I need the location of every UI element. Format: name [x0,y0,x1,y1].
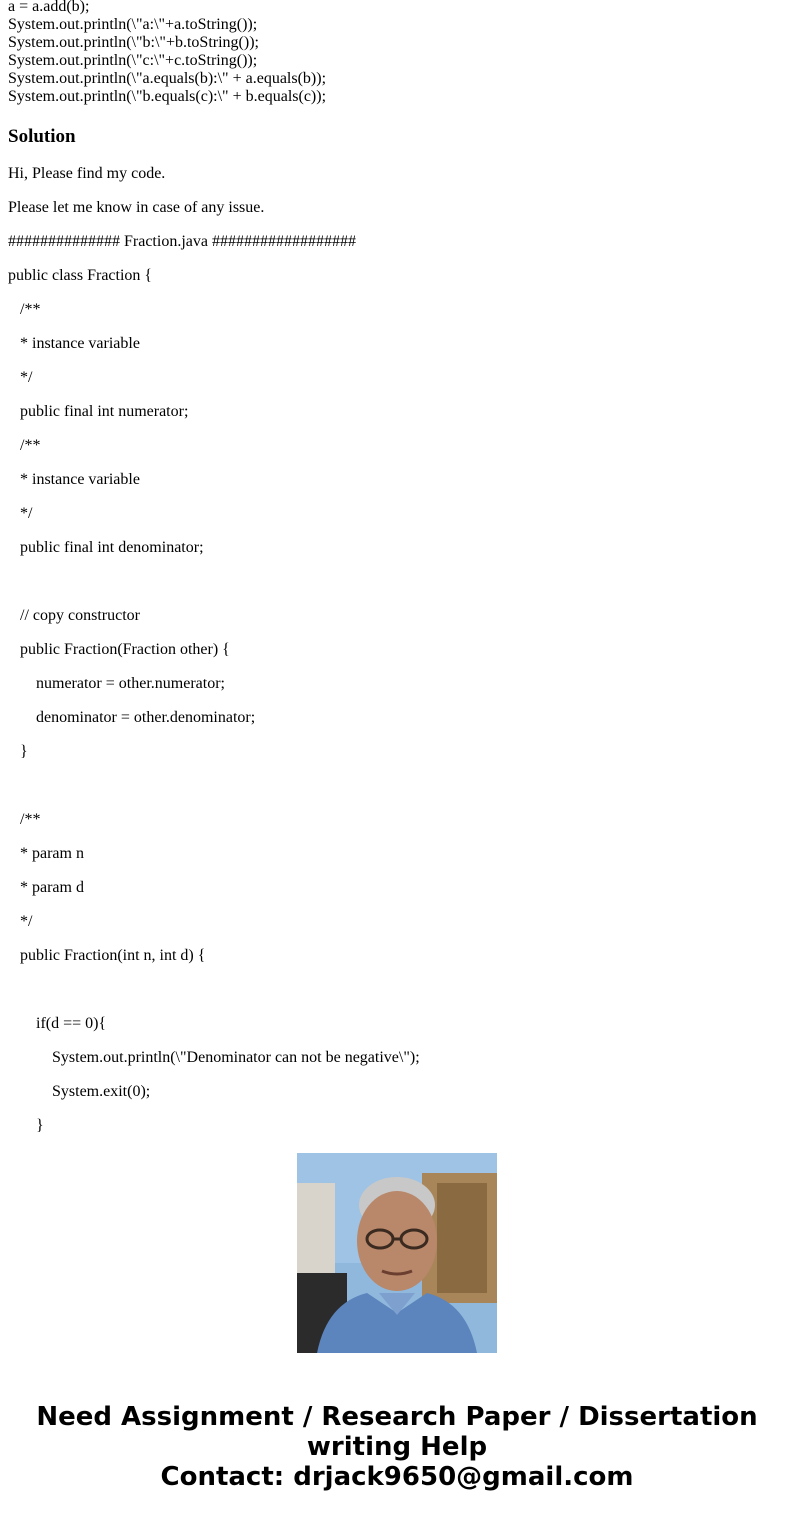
solution-body [8,164,788,1134]
avatar [297,1153,497,1353]
promo-contact: Contact: drjack9650@gmail.com [160,1462,634,1492]
solution-line: // copy constructor [8,607,140,624]
solution-line: * param n [8,845,84,862]
solution-line: System.exit(0); [8,1083,151,1100]
solution-line: /** [8,437,41,454]
solution-line: denominator = other.denominator; [8,709,256,726]
code-line: System.out.println(\"a:\"+a.toString()); [8,16,258,33]
solution-line: ############## Fraction.java ################## [8,233,356,250]
solution-line: */ [8,369,33,386]
solution-line: Please let me know in case of any issue. [8,199,265,216]
solution-line: */ [8,913,33,930]
solution-line: } [8,1117,44,1134]
code-line: System.out.println(\"b.equals(c):\" + b.equals(c)); [8,88,327,105]
solution-line: public class Fraction { [8,267,153,284]
promo-banner [0,1402,794,1492]
avatar-portrait [297,1153,497,1353]
code-line: System.out.println(\"c:\"+c.toString()); [8,52,258,69]
code-line: a = a.add(b); [8,0,90,15]
code-snippet [8,0,326,106]
solution-line [8,980,788,1014]
solution-line: * instance variable [8,471,140,488]
solution-line: * instance variable [8,335,140,352]
solution-line: public final int denominator; [8,539,204,556]
solution-line: } [8,743,28,760]
promo-line-2: writing Help [306,1432,488,1462]
solution-line: /** [8,811,41,828]
solution-line: public Fraction(Fraction other) { [8,641,230,658]
solution-line: */ [8,505,33,522]
solution-line [8,572,788,606]
code-line: System.out.println(\"b:\"+b.toString()); [8,34,259,51]
solution-line: public final int numerator; [8,403,189,420]
code-line: System.out.println(\"a.equals(b):\" + a.equals(b)); [8,70,327,87]
solution-line: Hi, Please find my code. [8,165,166,182]
solution-line [8,776,788,810]
solution-line: System.out.println(\"Denominator can not be negative\"); [8,1049,420,1066]
solution-line: * param d [8,879,84,896]
solution-heading: Solution [8,126,76,147]
solution-line: if(d == 0){ [8,1015,107,1032]
promo-line-1: Need Assignment / Research Paper / Dissertation [36,1402,758,1432]
solution-line: numerator = other.numerator; [8,675,225,692]
solution-line: /** [8,301,41,318]
solution-line: public Fraction(int n, int d) { [8,947,206,964]
